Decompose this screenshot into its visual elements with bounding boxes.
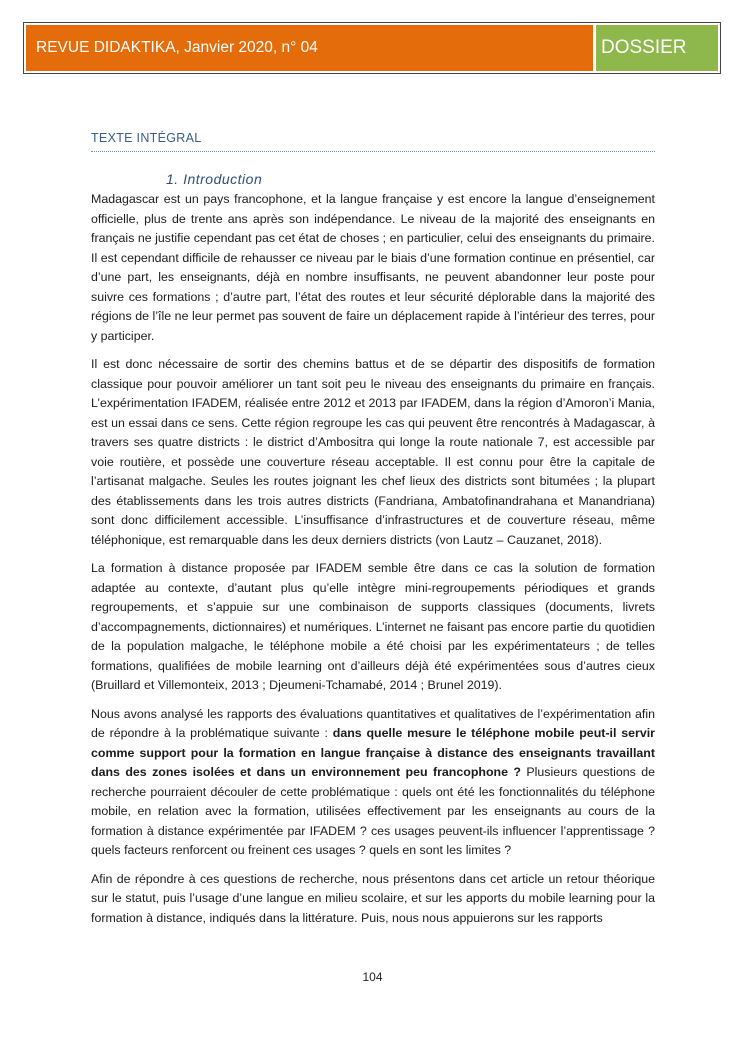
paragraph: Madagascar est un pays francophone, et la langue française y est encore la langue d’enseignement officielle, plus de trente ans après son indépendance. Le niveau de la majorité des enseignants en français ne justifie cependant pas cet état de choses ; en particulier, celui des enseignants du primaire. Il est cependant difficile de rehausser ce niveau par le biais d’une formation continue en présentiel, car d’une part, les enseignants, déjà en nombre insuffisants, ne peuvent abandonner leur poste pour suivre ces formations ; d’autre part, l’état des routes et leur sécurité déplorable dans la majorité des régions de l’île ne leur permet pas souvent de faire un déplacement rapide à l’intérieur des terres, pour y participer. (91, 192, 655, 343)
section-heading: 1. Introduction (166, 171, 263, 187)
article-body (91, 190, 655, 937)
page-header (23, 22, 721, 74)
section-tag: DOSSIER (596, 25, 718, 71)
paragraph-text: Plusieurs questions de recherche pourraient découler de cette problématique : quels ont été les fonctionnalités du téléphone mobile, en relation avec la formation, utilisées effectivement par les enseignants au cours de la formation à distance expérimentée par IFADEM ? ces usages peuvent-ils influencer l’apprentissage ? quels facteurs renforcent ou freinent ces usages ? quels en sont les limites ? (91, 765, 655, 857)
research-question: dans quelle mesure le téléphone mobile peut-il servir comme support pour la formation en langue française à distance des enseignants travaillant dans des zones isolées et dans un environnement peu francophone ? (91, 726, 655, 779)
section-label: TEXTE INTÉGRAL (91, 131, 655, 152)
paragraph (91, 705, 655, 861)
page-number: 104 (362, 970, 383, 984)
paragraph-text: Nous avons analysé les rapports des évaluations quantitatives et qualitatives de l’expérimentation afin de répondre à la problématique suivante : (91, 706, 655, 740)
paragraph: Afin de répondre à ces questions de recherche, nous présentons dans cet article un retour théorique sur le statut, puis l’usage d’une langue en milieu scolaire, et sur les apports du mobile learning pour la formation à distance, indiqués dans la littérature. Puis, nous nous appuierons sur les rapports (91, 871, 655, 925)
paragraph: Il est donc nécessaire de sortir des chemins battus et de se départir des dispositifs de formation classique pour pouvoir améliorer un tant soit peu le niveau des enseignants du primaire en français. L’expérimentation IFADEM, réalisée entre 2012 et 2013 par IFADEM, dans la région d’Amoron’i Mania, est un essai dans ce sens. Cette région regroupe les cas qui peuvent être rencontrés à Madagascar, à travers ses quatre districts : le district d’Ambositra qui longe la route nationale 7, est accessible par voie routière, et possède une couverture réseau acceptable. Il est connu pour être la capitale de l’artisanat malgache. Seules les routes joignant les chef lieux des districts sont bitumées ; la plupart des établissements dans les trois autres districts (Fandriana, Ambatofinandrahana et Manandriana) sont donc difficilement accessible. L’insuffisance d’infrastructures et de couverture réseau, même téléphonique, est remarquable dans les deux derniers districts (von Lautz – Cauzanet, 2018). (91, 357, 655, 547)
journal-title: REVUE DIDAKTIKA, Janvier 2020, n° 04 (26, 25, 593, 71)
paragraph: La formation à distance proposée par IFADEM semble être dans ce cas la solution de formation adaptée au contexte, d’autant plus qu’elle intègre mini-regroupements périodiques et grands regroupements, et s’appuie sur une combinaison de supports classiques (documents, livrets d’accompagnements, dictionnaires) et numériques. L’internet ne faisant pas encore partie du quotidien de la population malgache, le téléphone mobile a été choisi par les expérimentateurs ; de telles formations, qualifiées de mobile learning ont d’ailleurs déjà été expérimentées sous d’autres cieux (Bruillard et Villemonteix, 2013 ; Djeumeni-Tchamabé, 2014 ; Brunel 2019). (91, 561, 655, 692)
